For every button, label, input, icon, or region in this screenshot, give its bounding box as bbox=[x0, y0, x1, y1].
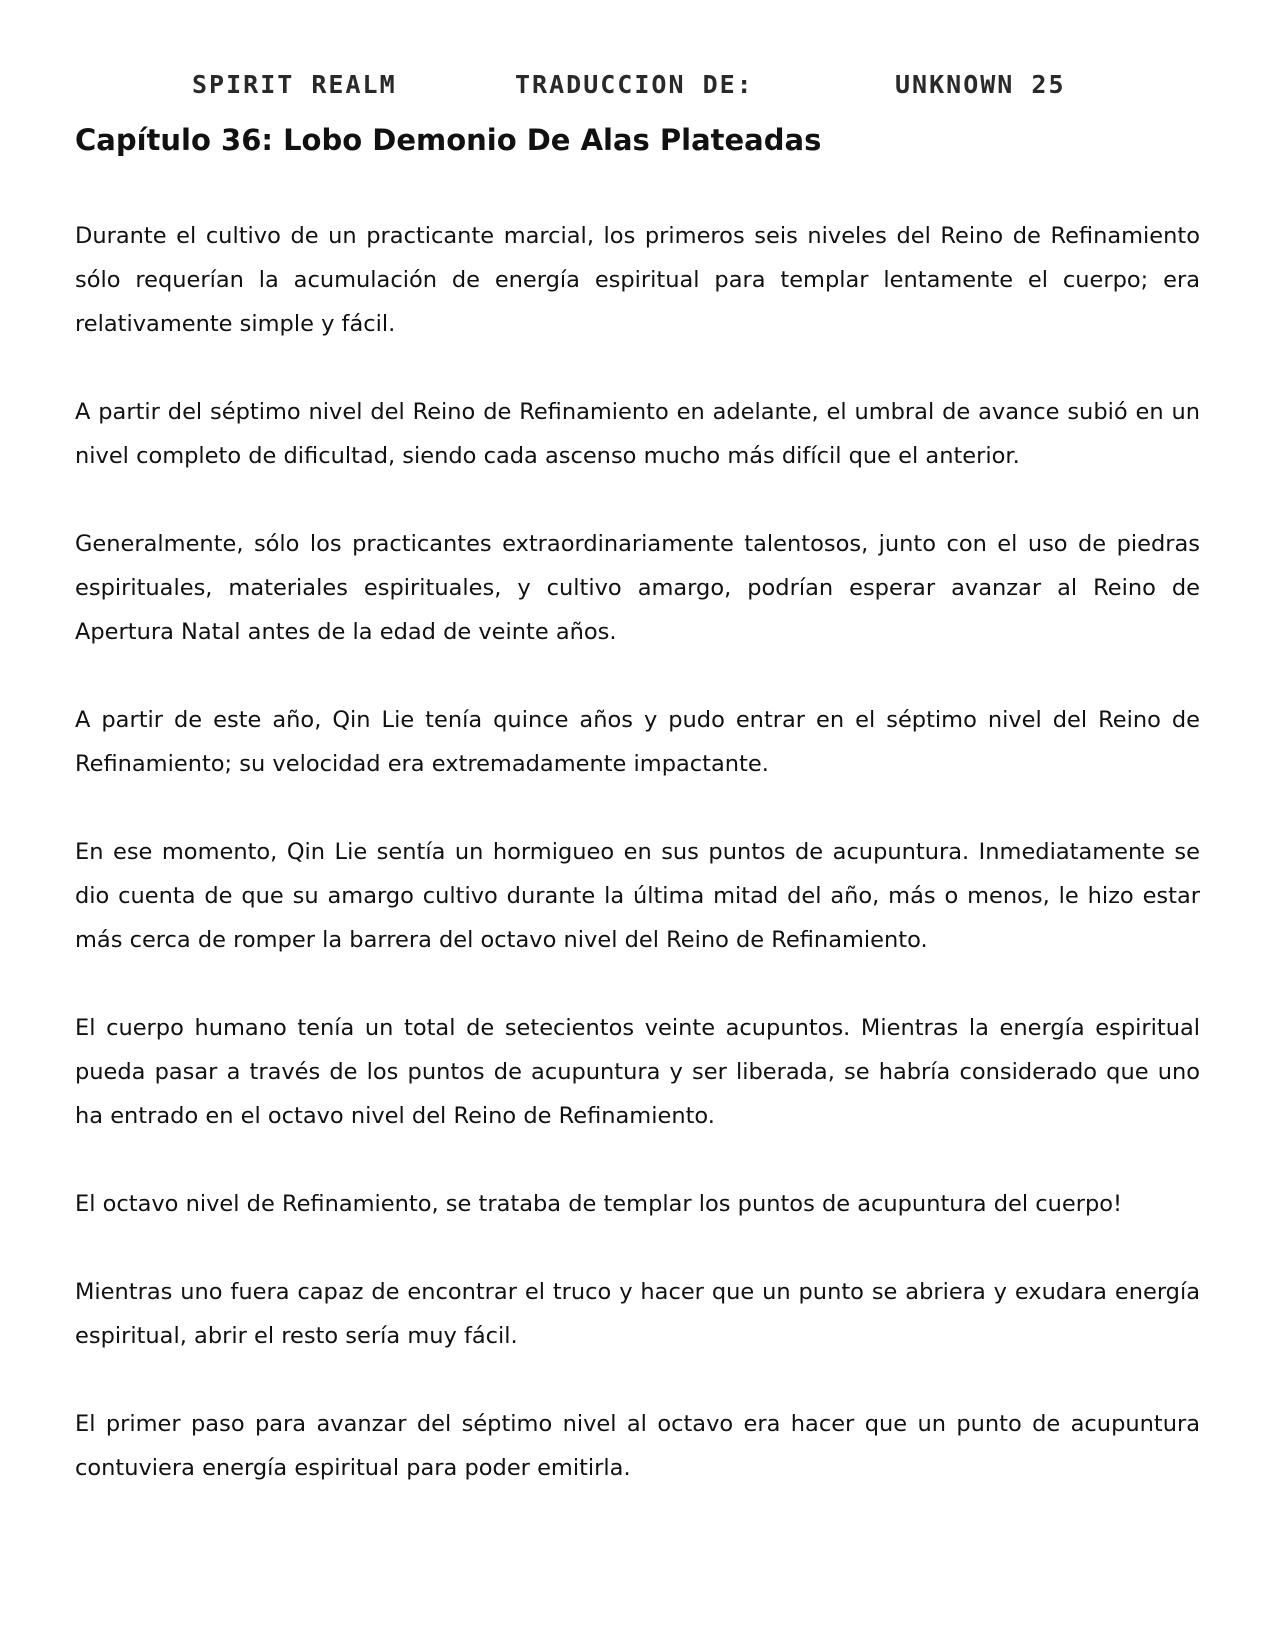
paragraph: En ese momento, Qin Lie sentía un hormigueo en sus puntos de acupuntura. Inmediatamente se dio cuenta de que su amargo cultivo durante la última mitad del año, más o menos, le hizo estar más cerca de romper la barrera del octavo nivel del Reino de Refinamiento. bbox=[75, 839, 1200, 953]
header-series-title: SPIRIT REALM bbox=[192, 70, 397, 99]
header-translator-name: UNKNOWN 25 bbox=[895, 70, 1066, 99]
paragraph: Durante el cultivo de un practicante marcial, los primeros seis niveles del Reino de Refinamiento sólo requerían la acumulación de energía espiritual para templar lentamente el cuerpo; era relativamente simple y fácil. bbox=[75, 223, 1200, 337]
paragraph: El cuerpo humano tenía un total de setecientos veinte acupuntos. Mientras la energía espiritual pueda pasar a través de los puntos de acupuntura y ser liberada, se habría considerado que uno ha entrado en el octavo nivel del Reino de Refinamiento. bbox=[75, 1015, 1200, 1129]
chapter-body bbox=[75, 214, 1200, 1534]
paragraph: El octavo nivel de Refinamiento, se trataba de templar los puntos de acupuntura del cuerpo! bbox=[75, 1191, 1123, 1217]
paragraph: Mientras uno fuera capaz de encontrar el truco y hacer que un punto se abriera y exudara energía espiritual, abrir el resto sería muy fácil. bbox=[75, 1279, 1200, 1349]
paragraph: A partir del séptimo nivel del Reino de Refinamiento en adelante, el umbral de avance subió en un nivel completo de dificultad, siendo cada ascenso mucho más difícil que el anterior. bbox=[75, 399, 1200, 469]
running-header bbox=[0, 70, 1275, 110]
header-translation-label: TRADUCCION DE: bbox=[515, 70, 754, 99]
paragraph: Generalmente, sólo los practicantes extraordinariamente talentosos, junto con el uso de piedras espirituales, materiales espirituales, y cultivo amargo, podrían esperar avanzar al Reino de Apertura Natal antes de la edad de veinte años. bbox=[75, 531, 1200, 645]
chapter-title: Capítulo 36: Lobo Demonio De Alas Plateadas bbox=[75, 123, 822, 157]
paragraph: El primer paso para avanzar del séptimo nivel al octavo era hacer que un punto de acupuntura contuviera energía espiritual para poder emitirla. bbox=[75, 1411, 1200, 1481]
paragraph: A partir de este año, Qin Lie tenía quince años y pudo entrar en el séptimo nivel del Reino de Refinamiento; su velocidad era extremadamente impactante. bbox=[75, 707, 1200, 777]
